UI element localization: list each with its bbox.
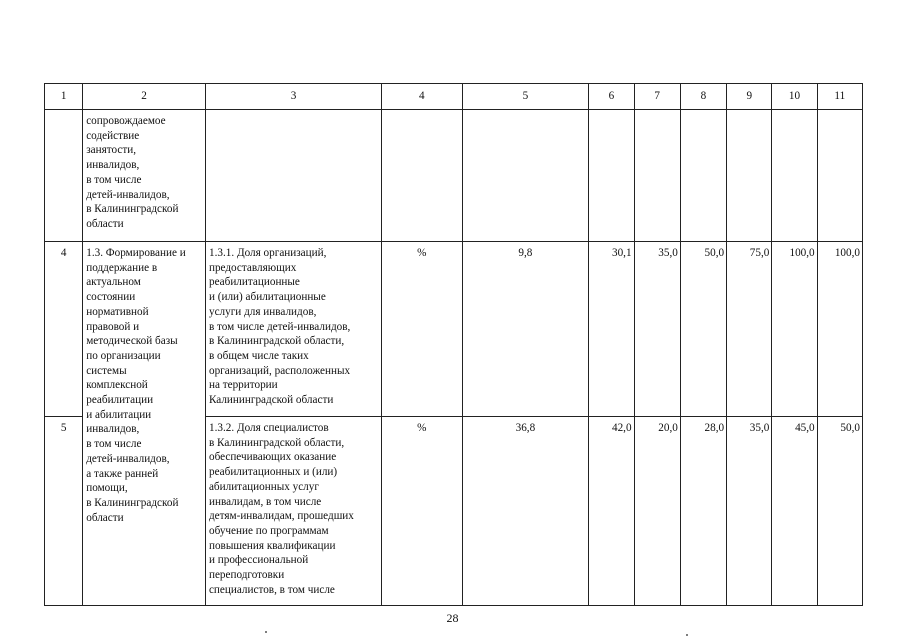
value-cell <box>727 110 772 242</box>
column-header: 3 <box>205 84 381 110</box>
table-row-4 <box>45 242 863 417</box>
goal-text-cell: сопровождаемое содействие занятости, инвалидов, в том числе детей-инвалидов, в Калининградской области <box>83 110 206 242</box>
column-header: 10 <box>772 84 817 110</box>
page-number: 28 <box>446 611 459 625</box>
value-cell: 35,0 <box>727 417 772 606</box>
value-cell: 30,1 <box>589 242 634 417</box>
value-cell: 28,0 <box>680 417 726 606</box>
column-header: 8 <box>680 84 726 110</box>
goal-text-cell: 1.3. Формирование и поддержание в актуальном состоянии нормативной правовой и методической базы по организации системы комплексной реабилитации и абилитации инвалидов, в том числе детей-инвалидов, а также ранней помощи, в Калининградской области <box>83 242 206 606</box>
value-cell: 9,8 <box>462 242 589 417</box>
value-cell: 45,0 <box>772 417 817 606</box>
unit-cell: % <box>382 242 462 417</box>
value-cell <box>772 110 817 242</box>
value-cell: 50,0 <box>680 242 726 417</box>
value-cell: 75,0 <box>727 242 772 417</box>
column-header: 5 <box>462 84 589 110</box>
column-number-header-row <box>45 84 863 110</box>
value-cell <box>817 110 862 242</box>
row-number-cell: 4 <box>45 242 83 417</box>
value-cell: 20,0 <box>634 417 680 606</box>
indicator-cell <box>205 110 381 242</box>
value-cell <box>680 110 726 242</box>
table-row-continuation <box>45 110 863 242</box>
value-cell: 36,8 <box>462 417 589 606</box>
value-cell: 35,0 <box>634 242 680 417</box>
value-cell: 50,0 <box>817 417 862 606</box>
column-header: 7 <box>634 84 680 110</box>
value-cell <box>462 110 589 242</box>
value-cell: 42,0 <box>589 417 634 606</box>
value-cell <box>634 110 680 242</box>
column-header: 6 <box>589 84 634 110</box>
row-number-cell <box>45 110 83 242</box>
unit-cell: % <box>382 417 462 606</box>
column-header: 2 <box>83 84 206 110</box>
value-cell: 100,0 <box>772 242 817 417</box>
indicators-table <box>44 83 863 606</box>
scan-speck <box>686 634 688 636</box>
row-number-cell: 5 <box>45 417 83 606</box>
column-header: 4 <box>382 84 462 110</box>
unit-cell <box>382 110 462 242</box>
value-cell <box>589 110 634 242</box>
indicator-cell: 1.3.1. Доля организаций, предоставляющих реабилитационные и (или) абилитационные услуги для инвалидов, в том числе детей-инвалидов, в Калининградской области, в общем числе таких организаций, расположенных на территории Калининградской области <box>205 242 381 417</box>
column-header: 11 <box>817 84 862 110</box>
indicator-cell: 1.3.2. Доля специалистов в Калининградской области, обеспечивающих оказание реабилитационных и (или) абилитационных услуг инвалидам, в том числе детям-инвалидам, прошедших обучение по программам повышения квалификации и профессиональной переподготовки специалистов, в том числе <box>205 417 381 606</box>
scan-speck <box>265 631 267 633</box>
column-header: 1 <box>45 84 83 110</box>
value-cell: 100,0 <box>817 242 862 417</box>
column-header: 9 <box>727 84 772 110</box>
